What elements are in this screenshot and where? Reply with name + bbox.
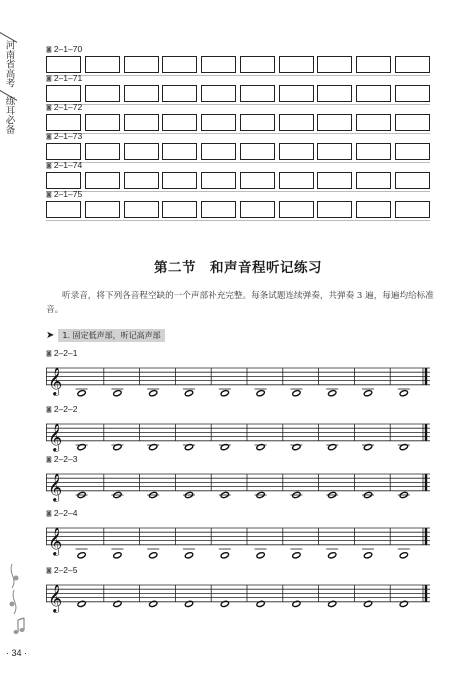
whole-note — [292, 600, 301, 607]
exercise-label — [46, 404, 77, 415]
answer-box[interactable] — [356, 114, 391, 131]
side-tab-subtitle: 练耳必备 — [3, 96, 15, 134]
whole-note — [149, 390, 158, 397]
audio-track-icon: ◙ — [46, 406, 52, 413]
answer-box[interactable] — [240, 56, 275, 73]
answer-box-row — [46, 201, 430, 218]
whole-note — [399, 600, 408, 607]
answer-box[interactable] — [201, 201, 236, 218]
whole-note — [149, 600, 158, 607]
whole-note — [363, 443, 372, 450]
answer-box[interactable] — [46, 172, 81, 189]
answer-box[interactable] — [240, 201, 275, 218]
answer-box[interactable] — [317, 85, 352, 102]
whole-note — [113, 600, 122, 607]
answer-box-row — [46, 172, 430, 189]
answer-box[interactable] — [240, 114, 275, 131]
whole-note — [363, 552, 372, 559]
answer-box[interactable] — [356, 56, 391, 73]
row-baseline — [46, 220, 430, 221]
audio-track-icon: ◙ — [46, 456, 52, 463]
exercise-label — [46, 189, 82, 200]
answer-box[interactable] — [124, 143, 159, 160]
whole-note — [292, 390, 301, 397]
answer-box[interactable] — [162, 172, 197, 189]
answer-box[interactable] — [201, 56, 236, 73]
exercise-number: 2–2–3 — [53, 454, 78, 464]
exercise-label — [46, 44, 82, 55]
exercise-label — [46, 73, 82, 84]
answer-box[interactable] — [201, 172, 236, 189]
task-label: 1. 固定低声部，听记高声部 — [58, 329, 164, 342]
exercise-label — [46, 565, 77, 576]
whole-note — [399, 552, 408, 559]
whole-note — [328, 552, 337, 559]
answer-box[interactable] — [279, 56, 314, 73]
treble-clef-icon: 𝄞 — [48, 472, 63, 501]
whole-note — [77, 600, 86, 607]
staff-svg — [46, 468, 432, 508]
arrow-right-icon: ➤ — [46, 329, 55, 341]
exercise-number: 2–1–71 — [53, 73, 83, 83]
exercise-label — [46, 348, 77, 359]
answer-box[interactable] — [124, 172, 159, 189]
treble-clef-icon: 𝄞 — [48, 526, 63, 555]
exercise-number: 2–2–2 — [53, 404, 78, 414]
staff-svg — [46, 362, 432, 402]
answer-box[interactable] — [46, 85, 81, 102]
answer-box[interactable] — [317, 56, 352, 73]
audio-track-icon: ◙ — [46, 567, 52, 574]
answer-box[interactable] — [279, 85, 314, 102]
exercise-number: 2–2–4 — [53, 508, 78, 518]
answer-box[interactable] — [46, 143, 81, 160]
audio-track-icon: ◙ — [46, 75, 52, 82]
music-notes-icon — [4, 560, 34, 644]
answer-box-row — [46, 56, 430, 73]
audio-track-icon: ◙ — [46, 133, 52, 140]
whole-note — [149, 552, 158, 559]
whole-note — [184, 443, 193, 450]
exercise-number: 2–1–74 — [53, 160, 83, 170]
answer-box[interactable] — [85, 201, 120, 218]
answer-box[interactable] — [85, 172, 120, 189]
whole-note — [292, 552, 301, 559]
answer-box[interactable] — [162, 56, 197, 73]
answer-box[interactable] — [162, 201, 197, 218]
whole-note — [328, 390, 337, 397]
whole-note — [184, 390, 193, 397]
whole-note — [77, 390, 86, 397]
whole-note — [256, 443, 265, 450]
page-number: · 34 · — [6, 648, 28, 658]
answer-box[interactable] — [395, 172, 430, 189]
exercise-number: 2–1–73 — [53, 131, 83, 141]
exercise-number: 2–1–70 — [53, 44, 83, 54]
whole-note — [113, 443, 122, 450]
answer-box[interactable] — [279, 114, 314, 131]
whole-note — [328, 600, 337, 607]
answer-box[interactable] — [356, 201, 391, 218]
answer-box[interactable] — [201, 114, 236, 131]
whole-note — [399, 443, 408, 450]
answer-box[interactable] — [162, 143, 197, 160]
exercise-label — [46, 131, 82, 142]
whole-note — [220, 600, 229, 607]
answer-box[interactable] — [162, 114, 197, 131]
treble-clef-icon: 𝄞 — [48, 583, 63, 612]
whole-note — [363, 600, 372, 607]
music-staff — [46, 468, 432, 518]
whole-note — [149, 443, 158, 450]
answer-box[interactable] — [395, 114, 430, 131]
audio-track-icon: ◙ — [46, 510, 52, 517]
row-baseline — [46, 191, 430, 192]
whole-note — [292, 443, 301, 450]
whole-note — [184, 600, 193, 607]
whole-note — [77, 443, 86, 450]
audio-track-icon: ◙ — [46, 191, 52, 198]
exercise-label — [46, 508, 77, 519]
task-heading — [46, 328, 165, 342]
audio-track-icon: ◙ — [46, 104, 52, 111]
answer-box-row — [46, 85, 430, 102]
answer-box-row — [46, 143, 430, 160]
whole-note — [113, 390, 122, 397]
answer-box[interactable] — [85, 56, 120, 73]
whole-note — [328, 443, 337, 450]
section-intro: 听录音，将下列各音程空缺的一个声部补充完整。每条试题连续弹奏，共弹奏 3 遍，每遍均给标准音。 — [46, 291, 434, 315]
music-staff — [46, 418, 432, 468]
audio-track-icon: ◙ — [46, 46, 52, 53]
answer-box[interactable] — [240, 143, 275, 160]
whole-note — [363, 390, 372, 397]
treble-clef-icon: 𝄞 — [48, 366, 63, 395]
answer-box[interactable] — [85, 143, 120, 160]
whole-note — [77, 552, 86, 559]
whole-note — [220, 552, 229, 559]
music-staff — [46, 362, 432, 412]
exercise-number: 2–2–1 — [53, 348, 78, 358]
row-baseline — [46, 162, 430, 163]
answer-box[interactable] — [279, 201, 314, 218]
answer-box[interactable] — [317, 114, 352, 131]
audio-track-icon: ◙ — [46, 162, 52, 169]
row-baseline — [46, 104, 430, 105]
side-tab — [0, 32, 18, 152]
exercise-label — [46, 102, 82, 113]
exercise-label — [46, 454, 77, 465]
music-staff — [46, 522, 432, 572]
answer-box[interactable] — [395, 56, 430, 73]
whole-note — [256, 390, 265, 397]
answer-box-row — [46, 114, 430, 131]
answer-box[interactable] — [317, 172, 352, 189]
staff-svg — [46, 522, 432, 562]
staff-svg — [46, 418, 432, 458]
answer-box[interactable] — [46, 114, 81, 131]
whole-note — [184, 552, 193, 559]
answer-box[interactable] — [85, 85, 120, 102]
section-title: 第二节 和声音程听记练习 — [154, 260, 322, 276]
treble-clef-icon: 𝄞 — [48, 422, 63, 451]
answer-box[interactable] — [395, 143, 430, 160]
answer-box[interactable] — [279, 172, 314, 189]
answer-box[interactable] — [356, 172, 391, 189]
row-baseline — [46, 133, 430, 134]
answer-box[interactable] — [240, 85, 275, 102]
exercise-number: 2–1–75 — [53, 189, 83, 199]
answer-box[interactable] — [395, 201, 430, 218]
side-tab-title: 河南省高考 — [3, 40, 15, 88]
answer-box[interactable] — [317, 143, 352, 160]
answer-box[interactable] — [162, 85, 197, 102]
whole-note — [399, 390, 408, 397]
audio-track-icon: ◙ — [46, 350, 52, 357]
row-baseline — [46, 75, 430, 76]
answer-box[interactable] — [85, 114, 120, 131]
staff-svg — [46, 579, 432, 619]
whole-note — [256, 552, 265, 559]
answer-box[interactable] — [124, 201, 159, 218]
answer-box[interactable] — [124, 56, 159, 73]
answer-box[interactable] — [124, 114, 159, 131]
answer-box[interactable] — [317, 201, 352, 218]
answer-box[interactable] — [46, 56, 81, 73]
answer-box[interactable] — [46, 201, 81, 218]
answer-box[interactable] — [124, 85, 159, 102]
answer-box[interactable] — [356, 85, 391, 102]
whole-note — [220, 443, 229, 450]
whole-note — [113, 552, 122, 559]
whole-note — [256, 600, 265, 607]
answer-box[interactable] — [201, 85, 236, 102]
answer-box[interactable] — [279, 143, 314, 160]
whole-note — [220, 390, 229, 397]
exercise-number: 2–1–72 — [53, 102, 83, 112]
exercise-label — [46, 160, 82, 171]
answer-box[interactable] — [240, 172, 275, 189]
exercise-number: 2–2–5 — [53, 565, 78, 575]
music-staff — [46, 579, 432, 629]
answer-box[interactable] — [201, 143, 236, 160]
answer-box[interactable] — [395, 85, 430, 102]
answer-box[interactable] — [356, 143, 391, 160]
